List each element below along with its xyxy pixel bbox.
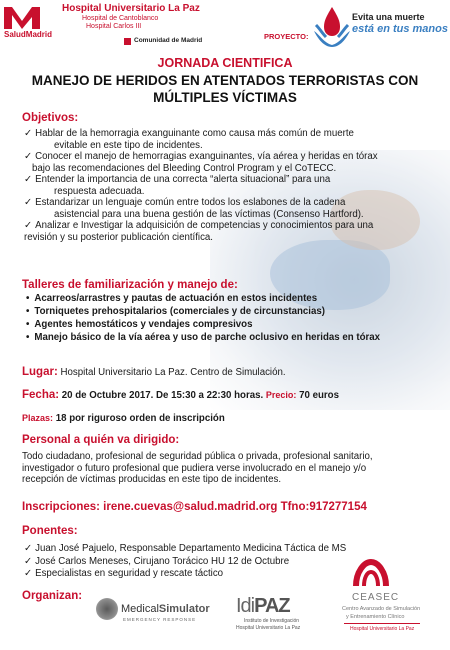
main-title-line1: MANEJO DE HERIDOS EN ATENTADOS TERRORISTAS CON [31,73,419,88]
taller-item-3: • Agentes hemostáticos y vendajes compresivos [26,318,436,331]
inscripciones-label: Inscripciones: [22,501,100,513]
objetivo-item-2: ✓ Conocer el manejo de hemorragias exanguinantes, vía aérea y heridas en tórax [24,151,434,163]
objetivo-item-2-cont: bajo las recomendaciones del Bleeding Control Program y el CoTECC. [32,162,337,174]
dirigido-line3: recepción de víctimas producidas en este tipo de incidentes. [22,474,282,485]
dirigido-line2: investigador o futuro profesional que pudiera verse involucrado en el manejo y/o [22,462,367,474]
idipaz-subtitle1: Instituto de Investigación [244,618,300,624]
fecha-label: Fecha: [22,389,60,401]
plazas-label: Plazas: [22,413,54,423]
lugar-label: Lugar: [22,366,58,378]
medical-simulator-name-a: Medical [121,603,159,615]
proyecto-label: PROYECTO: [264,32,309,41]
idipaz-name-b: PAZ [254,595,290,617]
inscripciones-email-link[interactable]: irene.cuevas@salud.madrid.org [103,501,278,513]
ceasec-subtitle3: Hospital Universitario La Paz [350,626,415,632]
evita-slogan-line2: está en tus manos [352,23,448,35]
hospital-sub1: Hospital de Cantoblanco [82,15,159,22]
objetivo-item-3: ✓ Entender la importancia de una correcta “alerta situacional” para una [24,174,434,186]
medical-simulator-name [121,603,210,615]
medical-simulator-name-b: Simulator [158,603,210,615]
objetivo-item-1-cont: evitable en este tipo de incidentes. [54,139,203,151]
lugar-value: Hospital Universitario La Paz. Centro de Simulación. [60,367,286,378]
lugar-row [22,367,442,379]
event-type-title: JORNADA CIENTIFICA [157,56,293,70]
fecha-value: 20 de Octubre 2017. De 15:30 a 22:30 horas. [61,390,264,401]
ponente-item-3: ✓ Especialistas en seguridad y rescate táctico [24,568,354,581]
plazas-row [22,413,442,425]
objetivo-item-5-cont: revisión y su posterior publicación científica. [24,231,213,243]
ponentes-list [24,543,354,581]
inscripciones-row [22,501,367,513]
dirigido-heading: Personal a quién va dirigido: [22,434,180,446]
hands-blood-drop-icon [312,3,352,47]
salud-madrid-text: SaludMadrid [4,30,53,39]
comunidad-flag-icon [124,38,131,45]
ponentes-heading: Ponentes: [22,525,78,537]
event-main-title [10,72,440,106]
dirigido-text [22,451,442,486]
precio-label: Precio: [265,390,297,400]
objetivos-heading: Objetivos: [22,112,79,124]
ceasec-logo-icon [350,558,392,590]
medical-simulator-logo-icon [96,598,118,620]
objetivo-item-3-cont: respuesta adecuada. [54,185,145,197]
medical-simulator-tagline: EMERGENCY RESPONSE [123,617,197,622]
comunidad-madrid-text: Comunidad de Madrid [134,37,203,44]
evita-slogan-line1: Evita una muerte [352,12,425,22]
ceasec-subtitle2: y Entrenamiento Clínico [346,614,405,620]
header [0,0,450,52]
dirigido-line1: Todo ciudadano, profesional de seguridad pública o privada, profesional sanitario, [22,451,373,462]
ceasec-divider [344,623,420,624]
ceasec-name: CEASEC [352,592,400,603]
objetivo-item-5: ✓ Analizar e Investigar la adquisición de competencias y conocimientos para una [24,220,434,232]
ponente-item-2: ✓ José Carlos Meneses, Cirujano Torácico HU 12 de Octubre [24,556,354,569]
plazas-value: 18 por riguroso orden de inscripción [55,413,225,424]
objetivo-item-1: ✓ Hablar de la hemorragia exanguinante como causa más común de muerte [24,128,434,140]
idipaz-logo [236,595,290,618]
idipaz-subtitle2: Hospital Universitario La Paz [236,625,301,631]
tfno-value: 917277154 [309,501,367,513]
precio-value: 70 euros [299,390,339,401]
talleres-heading: Talleres de familiarización y manejo de: [22,279,238,291]
tfno-label: Tfno: [280,501,310,513]
hospital-name: Hospital Universitario La Paz [62,3,200,14]
main-title-line2: MÚLTIPLES VÍCTIMAS [153,90,297,105]
taller-item-1: • Acarreos/arrastres y pautas de actuación en estos incidentes [26,292,436,305]
organizan-heading: Organizan: [22,590,83,602]
talleres-list [26,292,436,344]
fecha-row [22,390,442,402]
idipaz-name-a: Idi [236,595,255,617]
ponente-item-1: ✓ Juan José Pajuelo, Responsable Departamento Medicina Táctica de MS [24,543,354,556]
objetivo-item-4-cont: asistencial para una buena gestión de las víctimas (Consenso Hartford). [54,208,364,220]
objetivo-item-4: ✓ Estandarizar un lenguaje común entre todos los eslabones de la cadena [24,197,434,209]
taller-item-2: • Torniquetes prehospitalarios (comerciales y de circunstancias) [26,305,436,318]
ceasec-subtitle1: Centro Avanzado de Simulación [342,606,421,612]
hospital-sub2: Hospital Carlos III [86,23,142,30]
taller-item-4: • Manejo básico de la vía aérea y uso de parche oclusivo en heridas en tórax [26,331,436,344]
objetivos-list [24,128,434,243]
salud-madrid-logo [4,5,44,31]
